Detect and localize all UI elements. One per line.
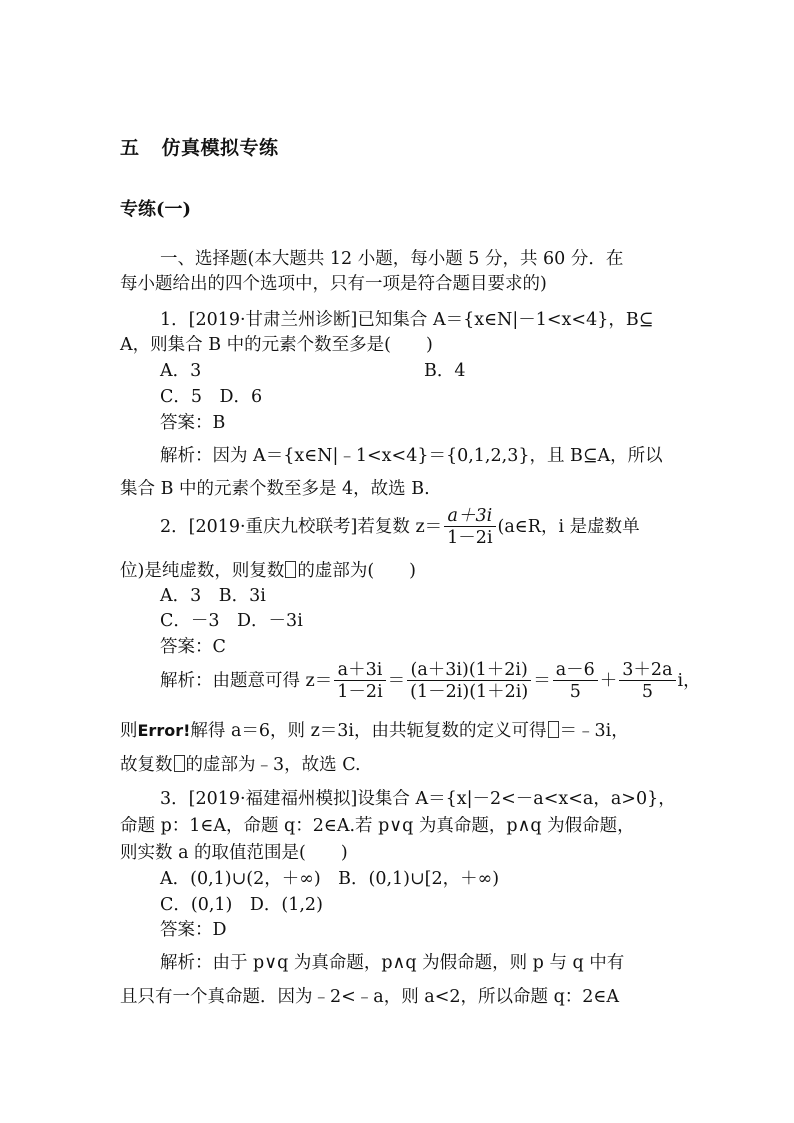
q2-stem-line-2b: 的虚部为( ) xyxy=(297,561,416,581)
q2-f1-denominator: 1－2i xyxy=(337,682,383,702)
q2-fraction-denominator: 1－2i xyxy=(447,528,493,548)
q2-equals-1: ＝ xyxy=(387,671,406,691)
q2-stem-line-2 xyxy=(120,560,416,582)
missing-glyph-icon xyxy=(285,561,296,578)
q2-f4-numerator: 3＋2a xyxy=(619,660,675,681)
q2-analysis-line-1 xyxy=(160,660,701,703)
q3-stem-line-1: 3．[2019·福建福州模拟]设集合 A＝{x|－2<－a<x<a，a>0}， xyxy=(160,789,676,809)
q1-stem-line-1: 1．[2019·甘肃兰州诊断]已知集合 A＝{x∈N|－1<x<4}，B⊆ xyxy=(160,310,654,330)
q1-analysis-line-1: 解析：因为 A＝{x∈N|﹣1<x<4}＝{0,1,2,3}，且 B⊆A，所以 xyxy=(160,446,663,466)
section-number: 五 xyxy=(120,137,140,159)
q2-analysis-post: i， xyxy=(677,671,701,691)
q3-answer: 答案：D xyxy=(160,920,227,940)
q2-analysis-line-2b: 解得 a＝6，则 z＝3i，由共轭复数的定义可得 xyxy=(190,721,547,741)
q2-answer: 答案：C xyxy=(160,637,226,657)
q1-answer: 答案：B xyxy=(160,413,226,433)
q2-options-ab: A．3 B．3i xyxy=(160,586,266,606)
q2-stem-line-1 xyxy=(160,506,640,549)
q1-option-a: A．3 xyxy=(160,361,202,381)
q3-analysis-line-2: 且只有一个真命题．因为﹣2<﹣a，则 a<2，所以命题 q：2∈A xyxy=(120,987,620,1007)
q3-analysis-line-1: 解析：由于 p∨q 为真命题，p∧q 为假命题，则 p 与 q 中有 xyxy=(160,953,625,973)
q2-options-cd: C．－3 D．－3i xyxy=(160,611,303,631)
q2-equals-2: ＝ xyxy=(533,671,551,691)
q1-stem-line-2: A，则集合 B 中的元素个数至多是( ) xyxy=(120,335,433,355)
section-heading: 仿真模拟专练 xyxy=(161,137,279,159)
q3-options-cd: C．(0,1) D．(1,2) xyxy=(160,895,323,915)
error-text: Error! xyxy=(137,721,191,740)
q3-stem-line-2: 命题 p：1∈A，命题 q：2∈A.若 p∨q 为真命题，p∧q 为假命题， xyxy=(120,816,635,836)
q2-stem-post: (a∈R，i 是虚数单 xyxy=(497,517,640,537)
q2-analysis-line-2a: 则 xyxy=(120,721,138,741)
q2-fraction-numerator: a＋3i xyxy=(444,506,495,527)
q2-stem-line-2a: 位)是纯虚数，则复数 xyxy=(120,561,285,581)
q2-analysis-pre: 解析：由题意可得 z＝ xyxy=(160,671,333,691)
subsection-title: 专练(一) xyxy=(120,199,192,220)
q2-analysis-fraction-3 xyxy=(553,660,598,703)
q2-analysis-fraction-4 xyxy=(619,660,675,703)
q1-analysis-line-2: 集合 B 中的元素个数至多是 4，故选 B. xyxy=(120,479,430,499)
q2-analysis-line-2 xyxy=(120,720,629,742)
q2-stem-pre: 2．[2019·重庆九校联考]若复数 z＝ xyxy=(160,517,443,537)
q2-analysis-line-3a: 故复数 xyxy=(120,755,173,775)
q1-options-cd: C．5 D．6 xyxy=(160,387,263,407)
q2-stem-fraction xyxy=(444,506,495,549)
q2-analysis-fraction-1 xyxy=(334,660,385,703)
q3-options-ab: A．(0,1)∪(2，＋∞) B．(0,1)∪[2，＋∞) xyxy=(160,869,500,889)
q2-f4-denominator: 5 xyxy=(641,682,653,702)
q2-f1-numerator: a＋3i xyxy=(334,660,385,681)
q2-analysis-fraction-2 xyxy=(407,660,531,703)
q2-analysis-line-2c: ＝﹣3i， xyxy=(559,721,629,741)
section-title xyxy=(120,137,279,159)
q2-f2-numerator: (a＋3i)(1＋2i) xyxy=(407,660,531,681)
q2-analysis-line-3 xyxy=(120,754,361,776)
q2-f3-numerator: a－6 xyxy=(553,660,598,681)
intro-line-1: 一、选择题(本大题共 12 小题，每小题 5 分，共 60 分．在 xyxy=(160,249,624,269)
q2-analysis-line-3b: 的虚部为﹣3，故选 C. xyxy=(185,755,361,775)
q2-f2-denominator: (1－2i)(1＋2i) xyxy=(410,682,529,702)
q2-plus: ＋ xyxy=(599,671,618,691)
q2-f3-denominator: 5 xyxy=(569,682,581,702)
q1-option-b: B．4 xyxy=(424,361,466,381)
intro-line-2: 每小题给出的四个选项中，只有一项是符合题目要求的) xyxy=(120,274,547,294)
missing-glyph-icon xyxy=(174,755,185,772)
missing-glyph-icon xyxy=(548,721,559,738)
q3-stem-line-3: 则实数 a 的取值范围是( ) xyxy=(120,843,348,863)
